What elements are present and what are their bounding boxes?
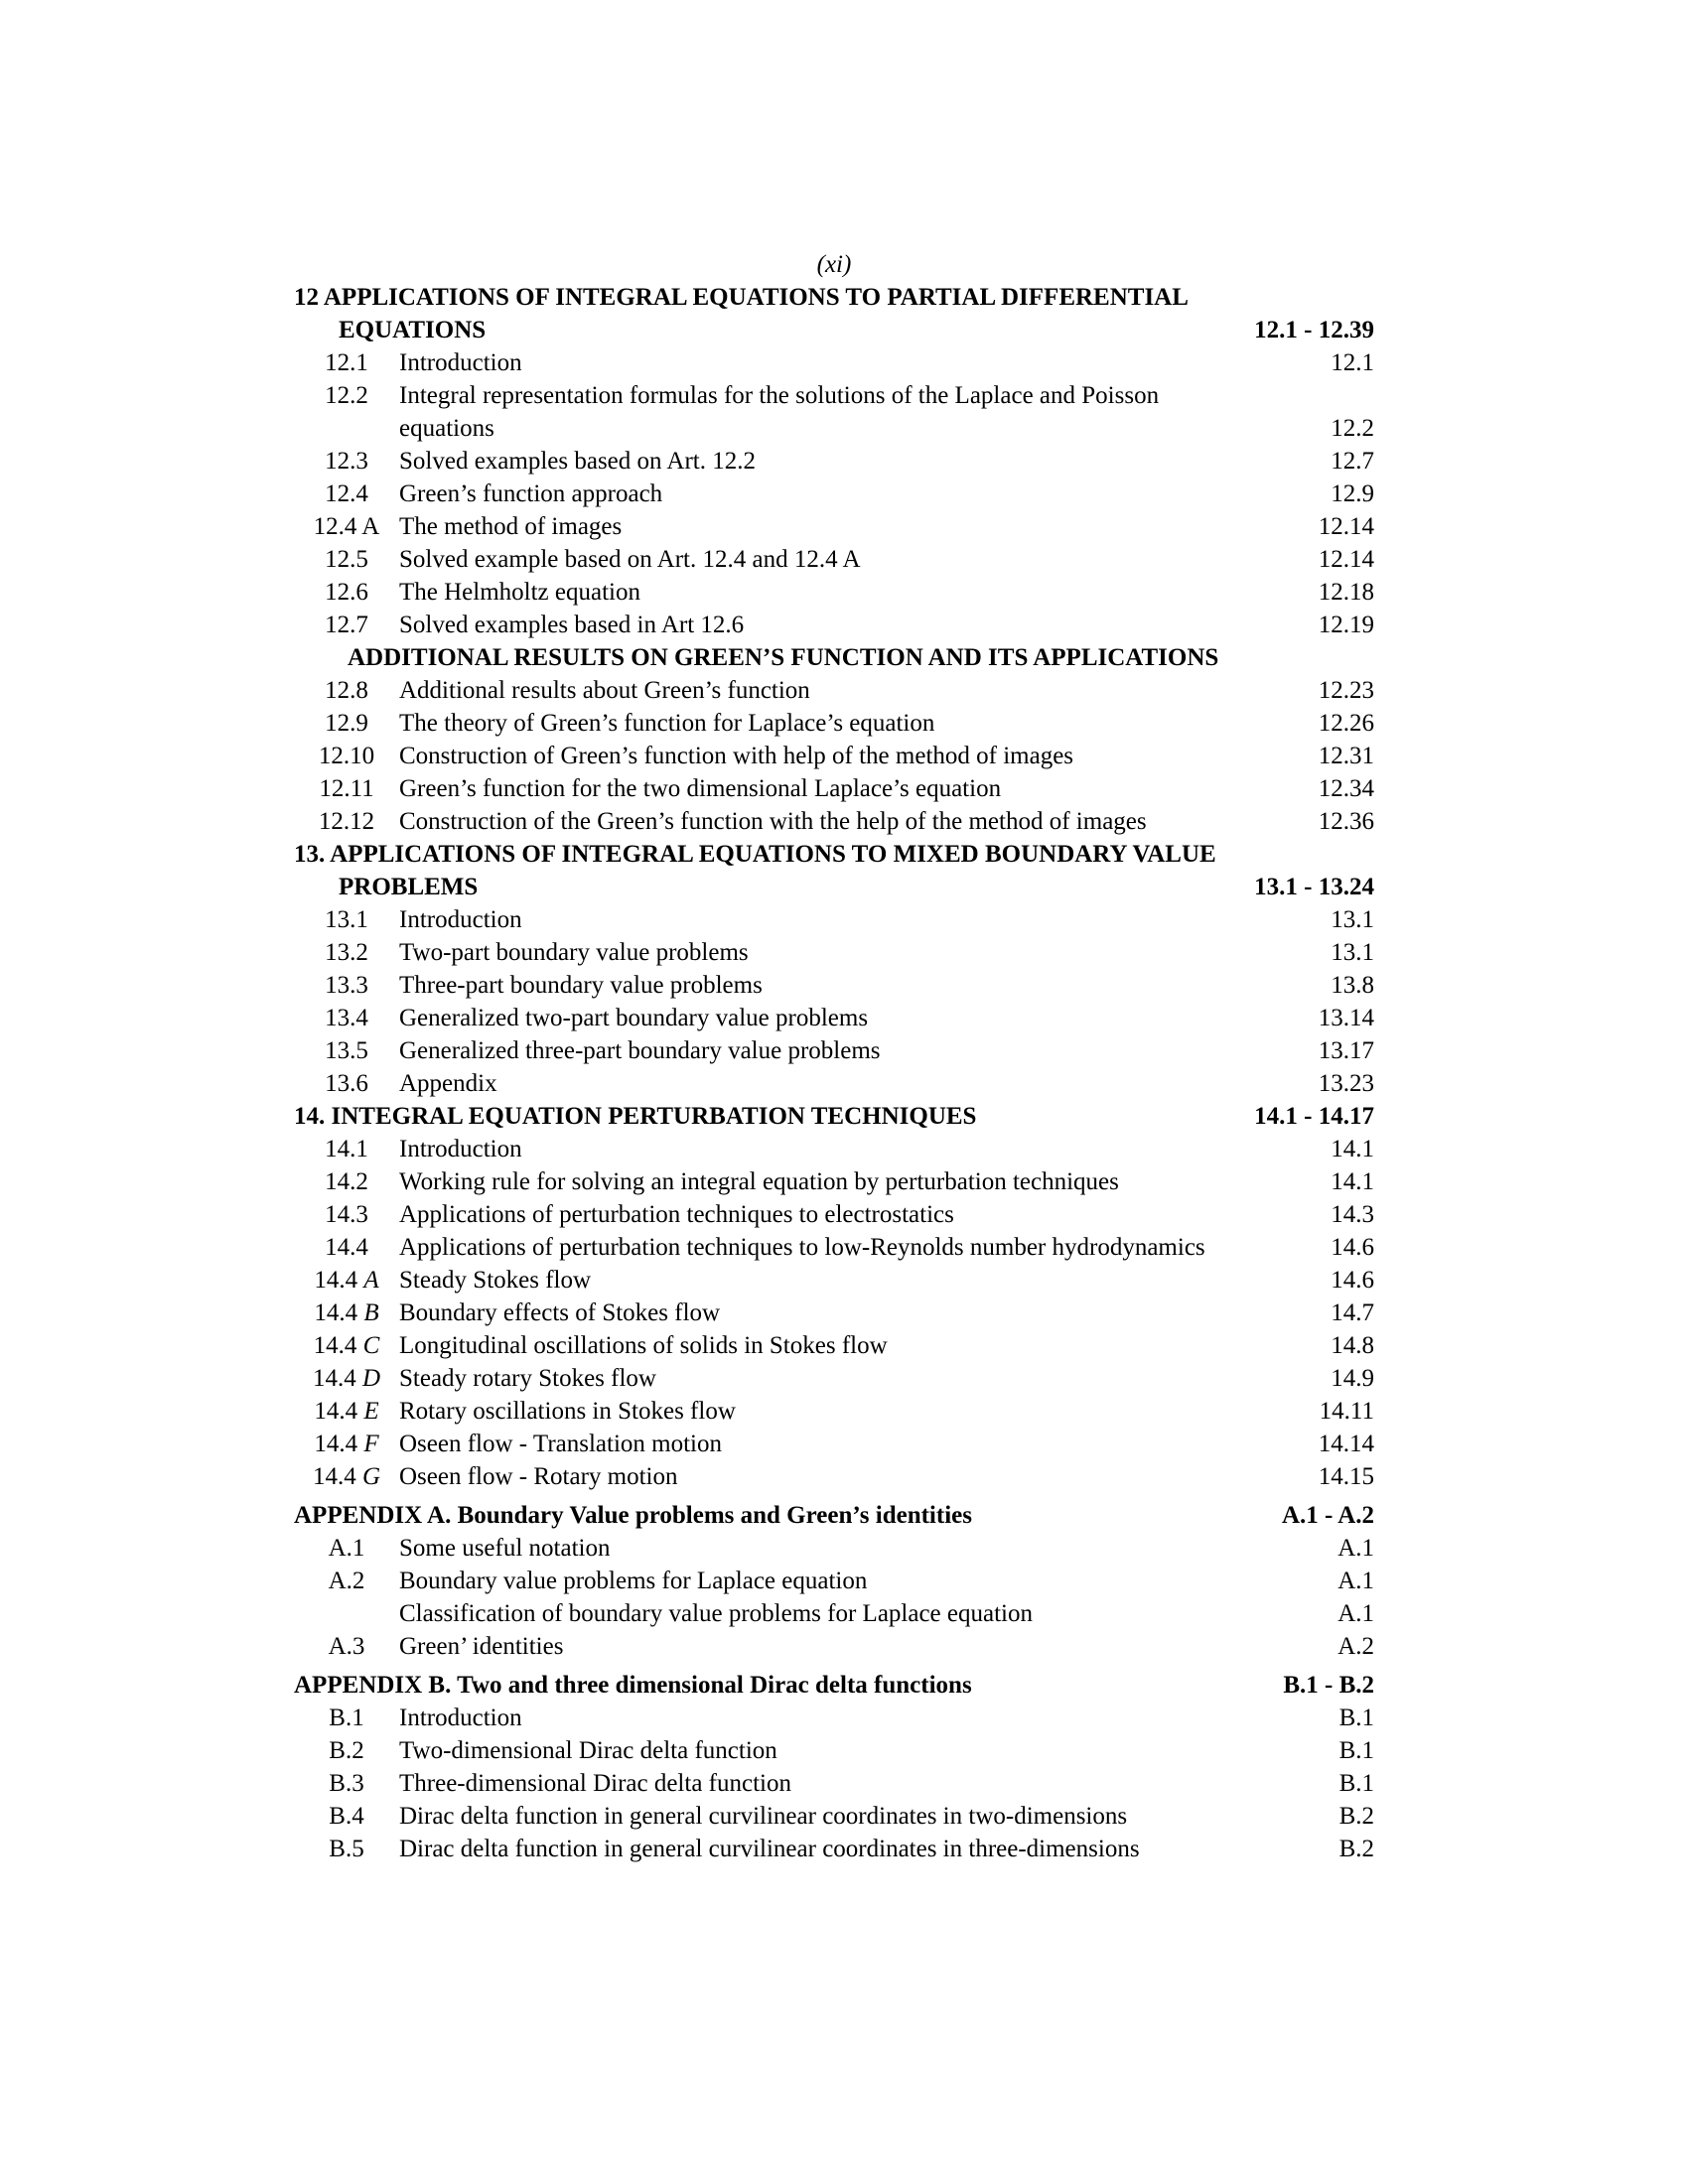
entry-number: 14.4 F	[314, 1431, 379, 1457]
entry-title: Solved example based on Art. 12.4 and 12.4 A	[399, 546, 861, 573]
toc-entry	[294, 1734, 1374, 1767]
entry-title: Introduction	[399, 1136, 522, 1162]
entry-title: Construction of the Green’s function with the help of the method of images	[399, 808, 1147, 835]
toc-entry	[294, 1460, 1374, 1493]
toc-entry	[294, 1395, 1374, 1428]
toc-entry	[294, 1800, 1374, 1833]
entry-number: A.2	[328, 1568, 365, 1594]
entry-page: 13.17	[1318, 1037, 1374, 1064]
entry-title: Dirac delta function in general curvilinear coordinates in three-dimensions	[399, 1836, 1140, 1862]
entry-title: Introduction	[399, 1705, 522, 1731]
entry-page: 12.23	[1318, 677, 1374, 704]
toc-entry	[294, 1630, 1374, 1663]
entry-page: A.1	[1337, 1600, 1374, 1627]
toc-entry	[294, 1133, 1374, 1165]
toc-entry	[294, 1702, 1374, 1734]
entry-title: The method of images	[399, 513, 623, 540]
toc-entry	[294, 1002, 1374, 1034]
entry-page: 14.9	[1331, 1365, 1374, 1392]
entry-number: 12.12	[318, 808, 375, 835]
entry-page: 12.19	[1318, 612, 1374, 638]
entry-number: 12.7	[325, 612, 368, 638]
entry-page: 14.7	[1331, 1299, 1374, 1326]
entry-title: Solved examples based on Art. 12.2	[399, 448, 756, 475]
entry-page: 12.26	[1318, 710, 1374, 737]
entry-page: 13.1	[1331, 906, 1374, 933]
entry-number: 12.3	[325, 448, 368, 475]
entry-title: Some useful notation	[399, 1535, 611, 1562]
toc-entry	[294, 903, 1374, 936]
entry-page: 12.18	[1318, 579, 1374, 606]
toc-entry	[294, 478, 1374, 510]
entry-title: Oseen flow - Rotary motion	[399, 1463, 678, 1490]
toc-entry	[294, 1565, 1374, 1597]
entry-title: Three-dimensional Dirac delta function	[399, 1770, 791, 1797]
entry-page: B.2	[1338, 1803, 1374, 1830]
toc-entry	[294, 1362, 1374, 1395]
entry-page: 12.14	[1318, 546, 1374, 573]
toc-entry	[294, 1297, 1374, 1329]
toc-entry	[294, 1597, 1374, 1630]
chapter-12-title-line2: EQUATIONS	[339, 317, 487, 343]
entry-number: 14.3	[325, 1201, 368, 1228]
toc-entry	[294, 379, 1374, 412]
entry-title: Boundary value problems for Laplace equation	[399, 1568, 868, 1594]
entry-title-cont: equations	[399, 415, 494, 442]
entry-page: 12.36	[1318, 808, 1374, 835]
entry-number: 12.4 A	[313, 513, 380, 540]
entry-title: Three-part boundary value problems	[399, 972, 763, 999]
entry-title: Additional results about Green’s function	[399, 677, 810, 704]
entry-number: 14.4 A	[314, 1267, 379, 1294]
toc-entry	[294, 576, 1374, 609]
entry-number: 12.11	[319, 775, 374, 802]
entry-number: 14.4	[325, 1234, 368, 1261]
toc-entry	[294, 346, 1374, 379]
entry-page: 12.1	[1331, 349, 1374, 376]
entry-page: B.1	[1338, 1737, 1374, 1764]
entry-page: 14.15	[1318, 1463, 1374, 1490]
entry-title: Steady Stokes flow	[399, 1267, 592, 1294]
entry-number: B.3	[329, 1770, 364, 1797]
entry-number: 12.1	[325, 349, 368, 376]
entry-page: 14.6	[1331, 1234, 1374, 1261]
toc-entry-continuation	[294, 412, 1374, 445]
chapter-14-title-row	[294, 1100, 1374, 1133]
toc-entry	[294, 1034, 1374, 1067]
entry-number: 14.4 B	[314, 1299, 379, 1326]
appendix-a-title: APPENDIX A. Boundary Value problems and Green’s identities	[294, 1502, 972, 1529]
appendix-b-title: APPENDIX B. Two and three dimensional Dirac delta functions	[294, 1672, 972, 1699]
chapter-13-title: 13. APPLICATIONS OF INTEGRAL EQUATIONS TO MIXED BOUNDARY VALUE	[294, 841, 1216, 868]
toc-entry	[294, 707, 1374, 740]
chapter-12-pages: 12.1 - 12.39	[1254, 317, 1374, 343]
entry-number: 13.6	[325, 1070, 368, 1097]
entry-title: Working rule for solving an integral equation by perturbation techniques	[399, 1168, 1119, 1195]
entry-page: 13.8	[1331, 972, 1374, 999]
entry-page: 14.3	[1331, 1201, 1374, 1228]
entry-page: 12.2	[1331, 415, 1374, 442]
entry-page: 12.34	[1318, 775, 1374, 802]
entry-page: 13.14	[1318, 1005, 1374, 1031]
entry-title: Appendix	[399, 1070, 497, 1097]
page-label: (xi)	[816, 251, 852, 278]
entry-title: Applications of perturbation techniques to electrostatics	[399, 1201, 954, 1228]
entry-title: Introduction	[399, 349, 522, 376]
entry-number: 14.4 G	[312, 1463, 381, 1490]
entry-title: Dirac delta function in general curvilinear coordinates in two-dimensions	[399, 1803, 1128, 1830]
entry-number: B.4	[329, 1803, 364, 1830]
chapter-13-title-line2: PROBLEMS	[339, 874, 479, 900]
toc-entry	[294, 674, 1374, 707]
toc-entry	[294, 543, 1374, 576]
entry-title: Steady rotary Stokes flow	[399, 1365, 656, 1392]
entry-number: A.3	[328, 1633, 365, 1660]
appendix-a-pages: A.1 - A.2	[1281, 1502, 1374, 1529]
entry-title: The Helmholtz equation	[399, 579, 640, 606]
entry-page: A.1	[1337, 1568, 1374, 1594]
section-heading: ADDITIONAL RESULTS ON GREEN’S FUNCTION AND ITS APPLICATIONS	[348, 644, 1219, 671]
entry-number: 14.1	[325, 1136, 368, 1162]
toc-entry	[294, 609, 1374, 641]
entry-number: 14.2	[325, 1168, 368, 1195]
toc-entry	[294, 969, 1374, 1002]
entry-number: 12.4	[325, 480, 368, 507]
toc-entry	[294, 445, 1374, 478]
entry-number: 12.9	[325, 710, 368, 737]
entry-page: B.1	[1338, 1705, 1374, 1731]
entry-title: Solved examples based in Art 12.6	[399, 612, 745, 638]
chapter-13-title-cont	[294, 871, 1374, 903]
entry-page: 12.9	[1331, 480, 1374, 507]
toc-entry	[294, 1198, 1374, 1231]
toc-entry	[294, 1165, 1374, 1198]
entry-title: Two-part boundary value problems	[399, 939, 749, 966]
entry-number: A.1	[328, 1535, 365, 1562]
entry-page: A.2	[1337, 1633, 1374, 1660]
entry-number: 13.3	[325, 972, 368, 999]
entry-page: 12.14	[1318, 513, 1374, 540]
toc-entry	[294, 1428, 1374, 1460]
entry-title: Boundary effects of Stokes flow	[399, 1299, 721, 1326]
entry-title: Green’s function for the two dimensional Laplace’s equation	[399, 775, 1002, 802]
entry-page: 14.1	[1331, 1136, 1374, 1162]
entry-number: 12.8	[325, 677, 368, 704]
chapter-14-pages: 14.1 - 14.17	[1254, 1103, 1374, 1130]
entry-number: B.5	[329, 1836, 364, 1862]
entry-page: 14.8	[1331, 1332, 1374, 1359]
chapter-12-title-cont	[294, 314, 1374, 346]
toc-entry	[294, 1767, 1374, 1800]
entry-page: 14.11	[1319, 1398, 1374, 1425]
entry-page: 14.1	[1331, 1168, 1374, 1195]
entry-page: 12.7	[1331, 448, 1374, 475]
toc-entry	[294, 1067, 1374, 1100]
entry-title: Rotary oscillations in Stokes flow	[399, 1398, 736, 1425]
entry-title: Generalized two-part boundary value problems	[399, 1005, 869, 1031]
toc-entry	[294, 1264, 1374, 1297]
entry-title: Green’ identities	[399, 1633, 564, 1660]
entry-number: 12.6	[325, 579, 368, 606]
entry-title: Oseen flow - Translation motion	[399, 1431, 722, 1457]
entry-page: 13.1	[1331, 939, 1374, 966]
chapter-14-title: 14. INTEGRAL EQUATION PERTURBATION TECHNIQUES	[294, 1103, 977, 1130]
appendix-a-title-row	[294, 1499, 1374, 1532]
toc-entry	[294, 936, 1374, 969]
entry-page: 14.14	[1318, 1431, 1374, 1457]
toc-entry	[294, 1329, 1374, 1362]
entry-title: Construction of Green’s function with help of the method of images	[399, 743, 1074, 769]
entry-title: Applications of perturbation techniques to low-Reynolds number hydrodynamics	[399, 1234, 1205, 1261]
entry-number: 13.4	[325, 1005, 368, 1031]
entry-number: B.1	[329, 1705, 364, 1731]
appendix-b-title-row	[294, 1669, 1374, 1702]
table-of-contents	[294, 248, 1374, 1865]
entry-page: B.2	[1338, 1836, 1374, 1862]
toc-entry	[294, 740, 1374, 772]
entry-page: B.1	[1338, 1770, 1374, 1797]
entry-number: 14.4 E	[314, 1398, 379, 1425]
toc-entry	[294, 510, 1374, 543]
entry-title: Green’s function approach	[399, 480, 663, 507]
entry-page: 12.31	[1318, 743, 1374, 769]
entry-title: Integral representation formulas for the solutions of the Laplace and Poisson	[399, 382, 1160, 409]
appendix-b-pages: B.1 - B.2	[1283, 1672, 1374, 1699]
entry-number: 14.4 C	[313, 1332, 380, 1359]
entry-number: 12.5	[325, 546, 368, 573]
toc-entry	[294, 805, 1374, 838]
entry-page: 14.6	[1331, 1267, 1374, 1294]
toc-entry	[294, 1231, 1374, 1264]
toc-entry	[294, 1833, 1374, 1865]
entry-title: Longitudinal oscillations of solids in Stokes flow	[399, 1332, 888, 1359]
entry-title: Classification of boundary value problems for Laplace equation	[399, 1600, 1033, 1627]
entry-title: Two-dimensional Dirac delta function	[399, 1737, 777, 1764]
entry-title: Generalized three-part boundary value problems	[399, 1037, 881, 1064]
entry-number: B.2	[329, 1737, 364, 1764]
chapter-12-title: 12 APPLICATIONS OF INTEGRAL EQUATIONS TO PARTIAL DIFFERENTIAL	[294, 284, 1189, 311]
entry-number: 13.5	[325, 1037, 368, 1064]
chapter-13-pages: 13.1 - 13.24	[1254, 874, 1374, 900]
entry-title: The theory of Green’s function for Laplace’s equation	[399, 710, 935, 737]
toc-entry	[294, 772, 1374, 805]
toc-entry	[294, 1532, 1374, 1565]
entry-number: 12.10	[318, 743, 375, 769]
entry-number: 13.2	[325, 939, 368, 966]
entry-number: 14.4 D	[312, 1365, 381, 1392]
entry-page: 13.23	[1318, 1070, 1374, 1097]
entry-number: 13.1	[325, 906, 368, 933]
entry-title: Introduction	[399, 906, 522, 933]
entry-number: 12.2	[325, 382, 368, 409]
entry-page: A.1	[1337, 1535, 1374, 1562]
